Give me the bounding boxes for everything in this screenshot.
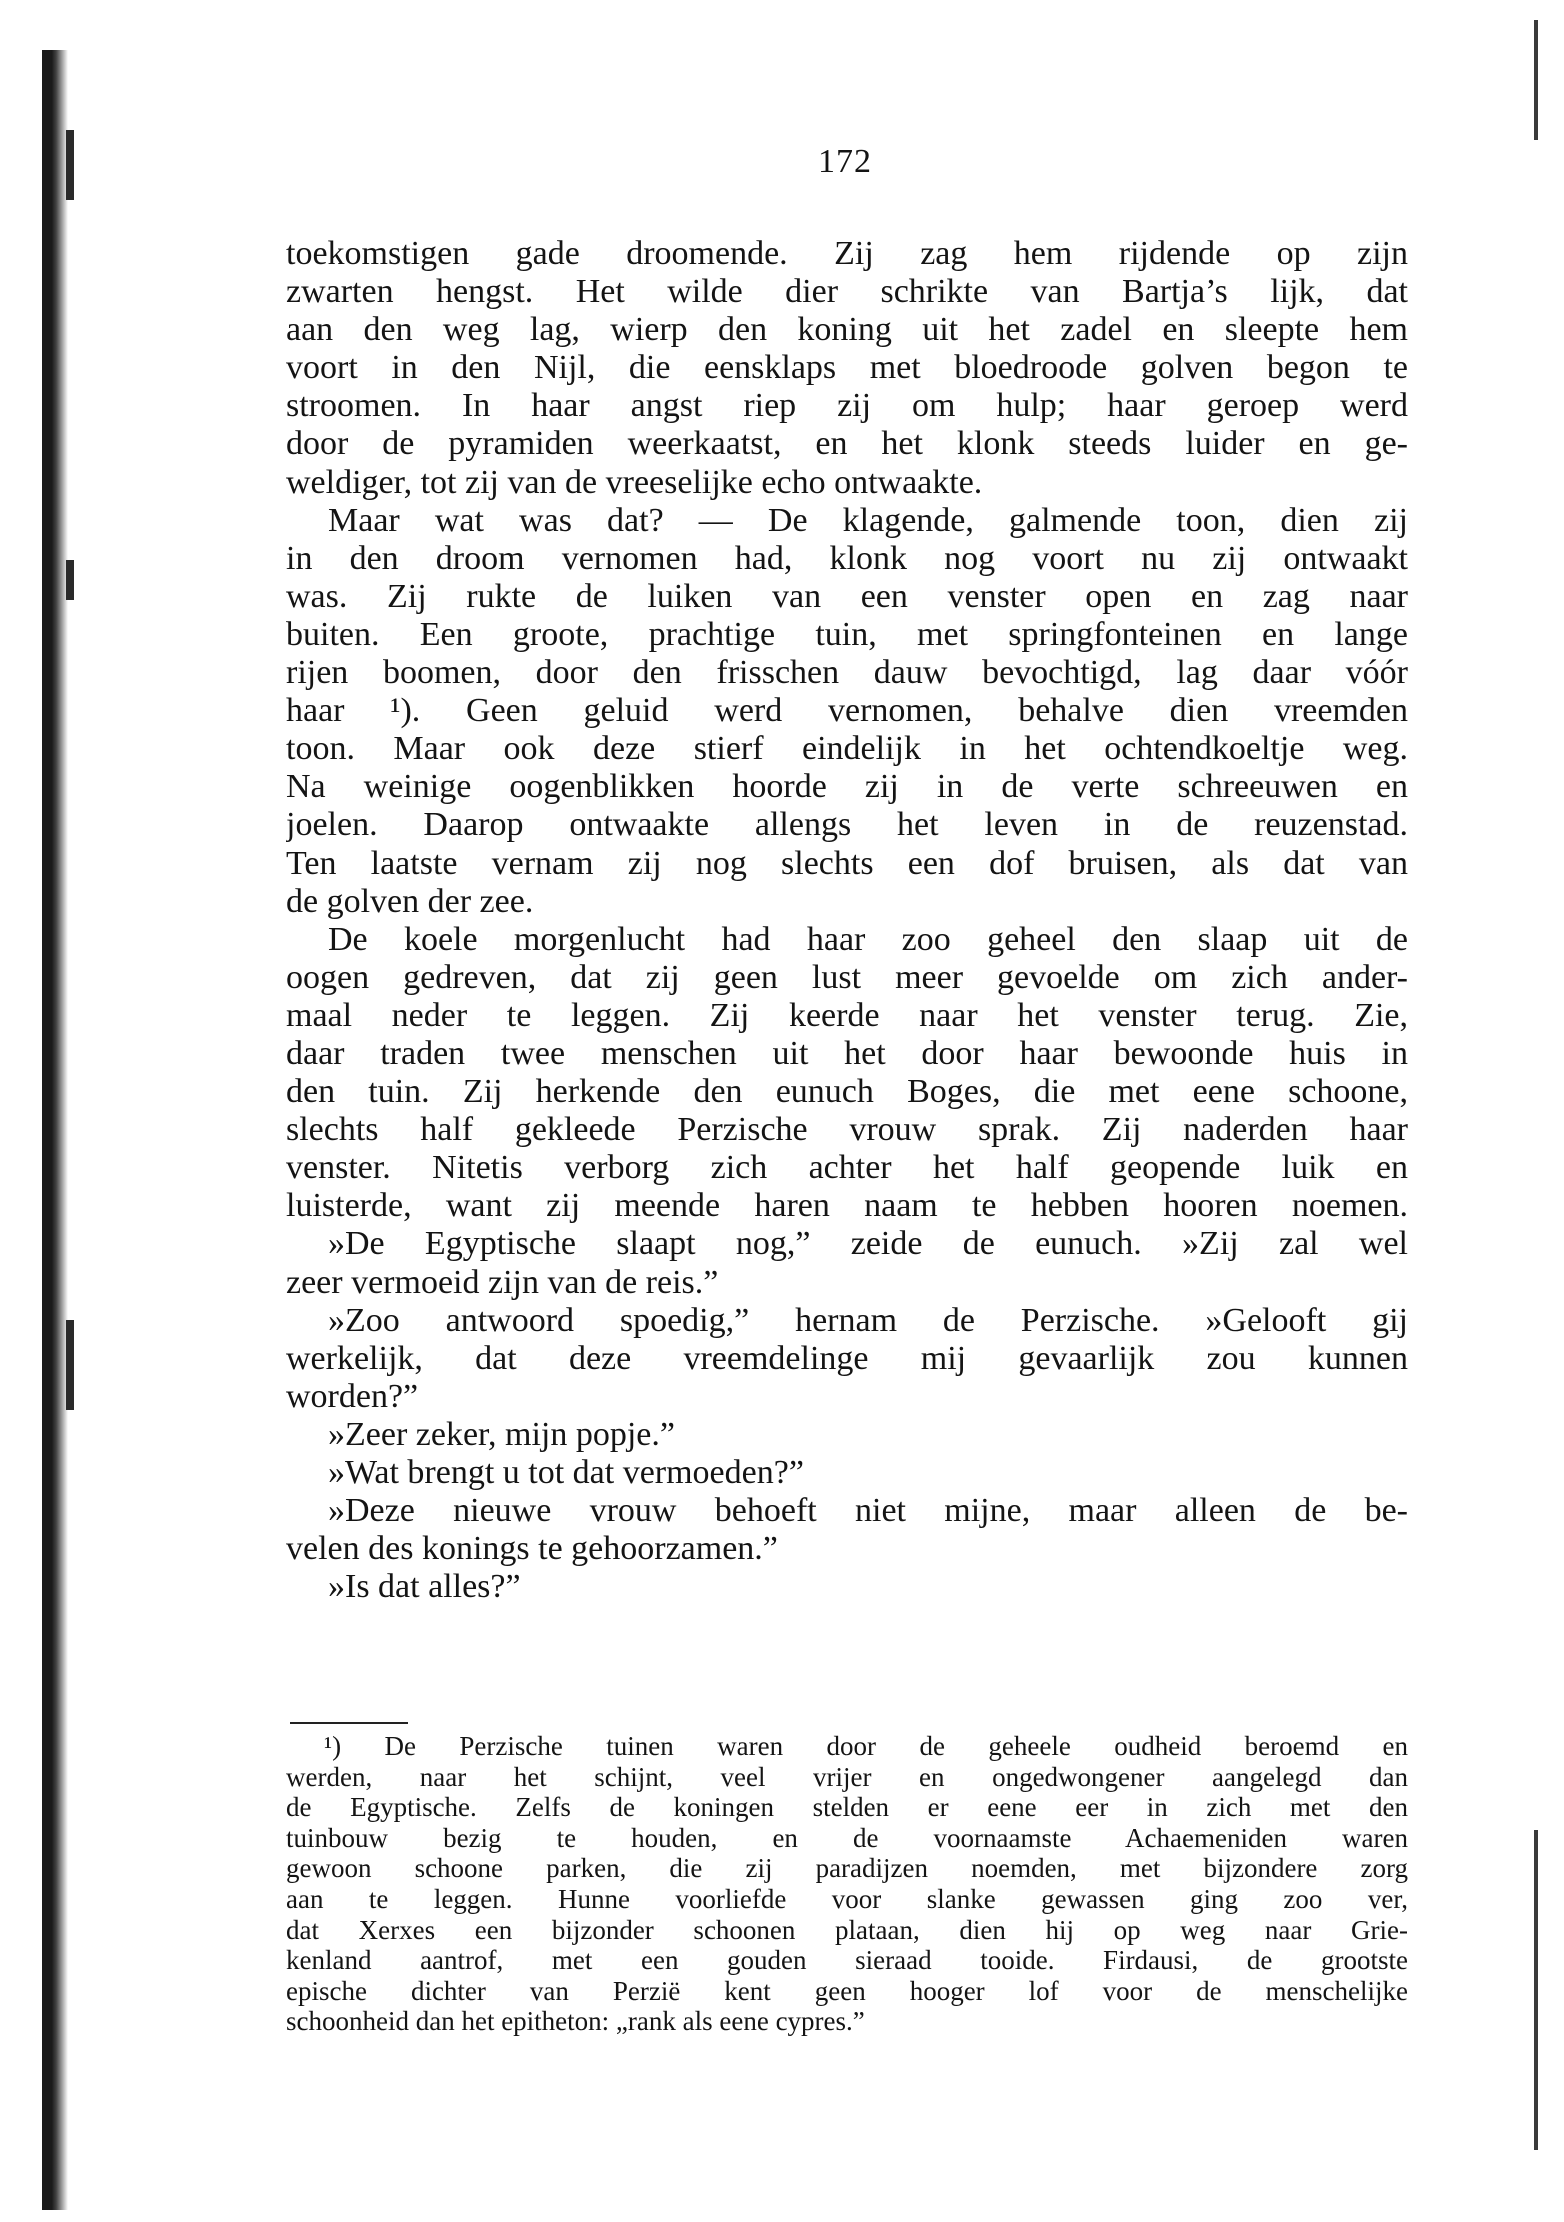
body-text [286,235,1408,1606]
text-line: buiten. Een groote, prachtige tuin, met springfonteinen en lange [286,615,1408,653]
scan-right-edge [1534,20,1538,140]
footnote-divider [290,1722,408,1724]
text-line: werkelijk, dat deze vreemdelinge mij gevaarlijk zou kunnen [286,1339,1408,1377]
text-line: aan den weg lag, wierp den koning uit het zadel en sleepte hem [286,311,1408,349]
text-line: den tuin. Zij herkende den eunuch Boges, die met eene schoone, [286,1073,1408,1111]
text-line: »Is dat alles?” [328,1568,521,1606]
text-line: De koele morgenlucht had haar zoo geheel den slaap uit de [328,920,1408,958]
scan-speck [66,560,74,600]
text-line: voort in den Nijl, die eensklaps met bloedroode golven begon te [286,349,1408,387]
footnote-line: kenland aantrof, met een gouden sieraad tooide. Firdausi, de grootste [286,1945,1408,1976]
text-line: maal neder te leggen. Zij keerde naar het venster terug. Zie, [286,996,1408,1034]
scan-right-edge [1534,1830,1538,2150]
scan-binding-edge [42,50,68,2210]
text-line: stroomen. In haar angst riep zij om hulp; haar geroep werd [286,387,1408,425]
page-number: 172 [818,143,872,180]
text-line: de golven der zee. [286,882,534,920]
text-line: »Deze nieuwe vrouw behoeft niet mijne, maar alleen de be- [328,1492,1408,1530]
text-line: in den droom vernomen had, klonk nog voort nu zij ontwaakt [286,539,1408,577]
text-line: »De Egyptische slaapt nog,” zeide de eunuch. »Zij zal wel [328,1225,1408,1263]
text-line: door de pyramiden weerkaatst, en het klonk steeds luider en ge- [286,425,1408,463]
text-line: joelen. Daarop ontwaakte allengs het leven in de reuzenstad. [286,806,1408,844]
footnote-line: epische dichter van Perzië kent geen hooger lof voor de menschelijke [286,1975,1408,2006]
text-line: zeer vermoeid zijn van de reis.” [286,1263,719,1301]
text-line: rijen boomen, door den frisschen dauw bevochtigd, lag daar vóór [286,654,1408,692]
text-line: velen des konings te gehoorzamen.” [286,1530,778,1568]
text-line: luisterde, want zij meende haren naam te hebben hooren noemen. [286,1187,1408,1225]
text-line: haar ¹). Geen geluid werd vernomen, behalve dien vreemden [286,692,1408,730]
footnote-line: werden, naar het schijnt, veel vrijer en ongedwongener aangelegd dan [286,1761,1408,1792]
footnote-line: de Egyptische. Zelfs de koningen stelden er eene eer in zich met den [286,1792,1408,1823]
footnote-line: schoonheid dan het epitheton: „rank als eene cypres.” [286,2006,865,2037]
footnote-line: aan te leggen. Hunne voorliefde voor slanke gewassen ging zoo ver, [286,1883,1408,1914]
text-line: »Wat brengt u tot dat vermoeden?” [328,1454,804,1491]
footnote-line: dat Xerxes een bijzonder schoonen plataan, dien hij op weg naar Grie- [286,1914,1408,1945]
text-line: Ten laatste vernam zij nog slechts een dof bruisen, als dat van [286,844,1408,882]
text-line: Maar wat was dat? — De klagende, galmende toon, dien zij [328,501,1408,539]
text-line: »Zeer zeker, mijn popje.” [328,1415,675,1453]
footnote-line: tuinbouw bezig te houden, en de voornaamste Achaemeniden waren [286,1822,1408,1853]
footnote-line: gewoon schoone parken, die zij paradijzen noemden, met bijzondere zorg [286,1853,1408,1884]
text-line: toekomstigen gade droomende. Zij zag hem rijdende op zijn [286,235,1408,272]
text-line: »Zoo antwoord spoedig,” hernam de Perzische. »Gelooft gij [328,1301,1408,1339]
text-line: venster. Nitetis verborg zich achter het half geopende luik en [286,1149,1408,1187]
text-line: zwarten hengst. Het wilde dier schrikte van Bartja’s lijk, dat [286,273,1408,311]
scan-speck [66,1320,74,1410]
text-line: Na weinige oogenblikken hoorde zij in de verte schreeuwen en [286,768,1408,806]
text-line: oogen gedreven, dat zij geen lust meer gevoelde om zich ander- [286,958,1408,996]
footnote [286,1731,1408,2037]
text-line: daar traden twee menschen uit het door haar bewoonde huis in [286,1034,1408,1072]
text-line: was. Zij rukte de luiken van een venster open en zag naar [286,577,1408,615]
footnote-line: ¹) De Perzische tuinen waren door de geheele oudheid beroemd en [324,1731,1408,1761]
text-line: slechts half gekleede Perzische vrouw sprak. Zij naderden haar [286,1111,1408,1149]
text-line: toon. Maar ook deze stierf eindelijk in het ochtendkoeltje weg. [286,730,1408,768]
text-line: weldiger, tot zij van de vreeselijke echo ontwaakte. [286,463,983,501]
text-line: worden?” [286,1377,419,1415]
